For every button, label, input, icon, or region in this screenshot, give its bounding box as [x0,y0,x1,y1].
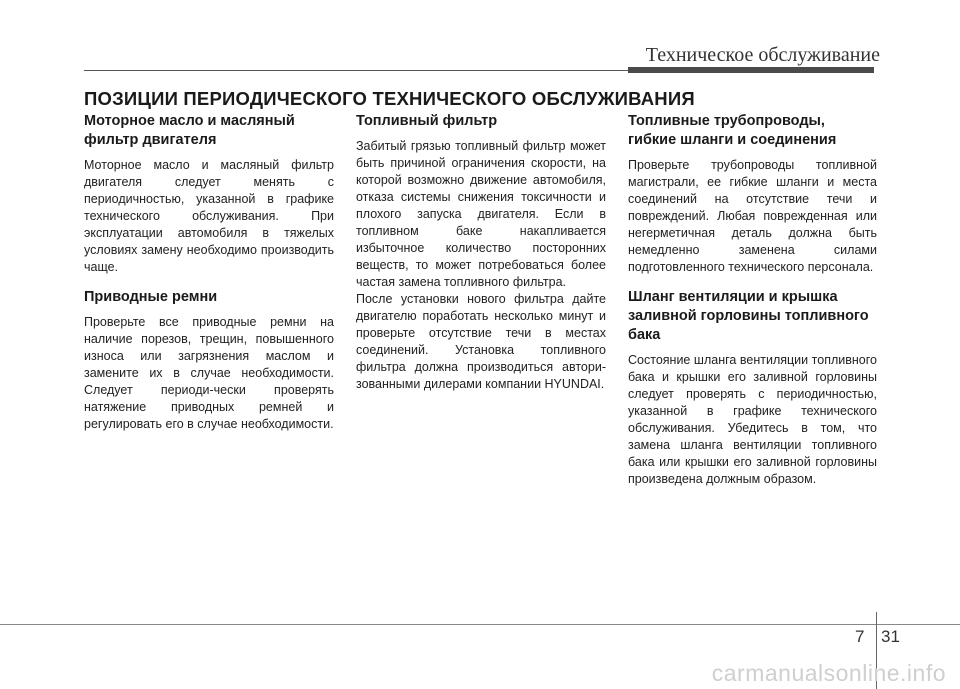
chapter-number: 7 [855,627,865,646]
section-text-engine-oil: Моторное масло и масляный фильтр двигателя следует менять с периодичностью, указанной в графике технического обслуживания. При эксплуатации автомобиля в тяжелых условиях замену необходимо производить чаще. [84,158,334,274]
column-2 [356,112,606,393]
section-text-fuel-filter-1: Забитый грязью топливный фильтр может быть причиной ограничения скорости, на которой возможно движение автомобиля, отказа системы снижения токсичности и плохого запуска двигателя. Если в топливном баке накапливается избыточное количество посторонних веществ, то может потребоваться более частая замена топливного фильтра. [356,139,606,289]
section-title-engine-oil: Моторное масло и масляный фильтр двигателя [84,113,295,148]
footer-divider [0,624,960,625]
page-title: ПОЗИЦИИ ПЕРИОДИЧЕСКОГО ТЕХНИЧЕСКОГО ОБСЛУЖИВАНИЯ [84,88,695,109]
column-1 [84,112,334,433]
section-title-drive-belts: Приводные ремни [84,289,218,305]
section-title-fuel-filter: Топливный фильтр [356,113,498,129]
watermark: carmanualsonline.info [711,660,946,686]
section-text-fuel-lines: Проверьте трубопроводы топливной магистрали, ее гибкие шланги и места соединений на отсутствие течи и повреждений. Любая поврежденная или негерметичная деталь должна быть немедленно заменена силами подготовленного технического персонала. [628,158,877,274]
page-number: 31 [881,627,900,646]
section-text-drive-belts: Проверьте все приводные ремни на наличие порезов, трещин, повышенного износа или загрязнения маслом и замените их в случае необходимости. Следует периоди-чески проверять натяжение приводных ремней и регулировать его в случае необходимости. [84,315,334,431]
section-header-title: Техническое обслуживание [645,44,880,66]
header-accent-bar [628,67,874,73]
section-text-vent-hose: Состояние шланга вентиляции топливного бака и крышки его заливной горловины следует проверять с периодичностью, указанной в графике технического обслуживания. Убедитесь в том, что замена шланга вентиляции топливного бака или крышки его заливной горловины произведена должным образом. [628,353,877,486]
section-text-fuel-filter-2: После установки нового фильтра дайте двигателю поработать несколько минут и проверьте отсутствие течи в местах соединений. Установка топливного фильтра должна производиться автори-зованными дилерами компании HYUNDAI. [356,292,606,391]
section-title-vent-hose: Шланг вентиляции и крышка заливной горловины топливного бака [628,289,869,343]
column-3 [628,112,877,488]
section-title-fuel-lines: Топливные трубопроводы, гибкие шланги и соединения [628,113,837,148]
